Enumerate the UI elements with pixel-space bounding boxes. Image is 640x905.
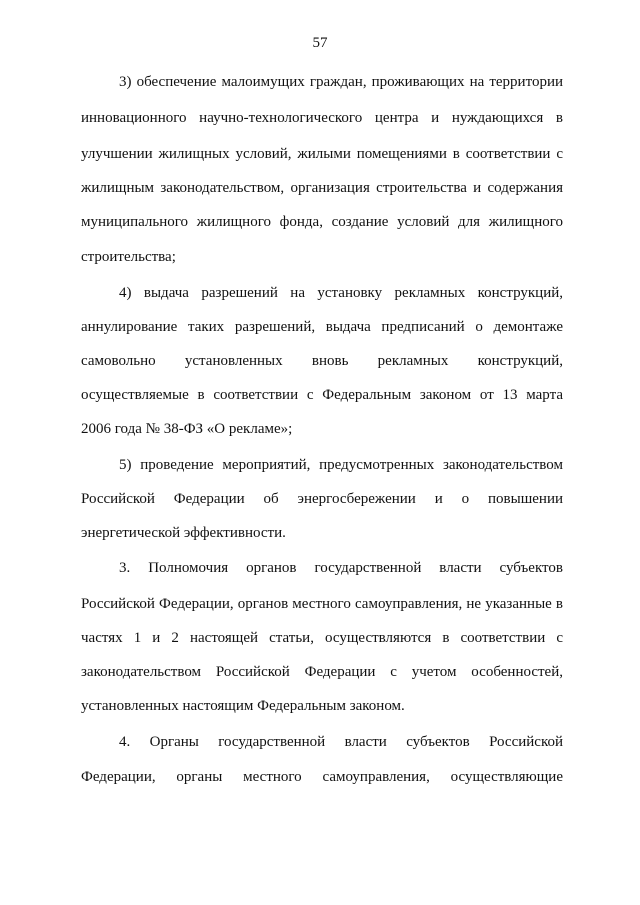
text-line: 3) обеспечение малоимущих граждан, проживающих на территории xyxy=(119,74,563,90)
text-line: 2006 года № 38-ФЗ «О рекламе»; xyxy=(81,421,293,437)
text-line: 3. Полномочия органов государственной власти субъектов xyxy=(119,560,563,576)
text-line: установленных настоящим Федеральным законом. xyxy=(81,698,405,714)
text-line: осуществляемые в соответствии с Федеральным законом от 13 марта xyxy=(81,387,563,403)
text-line: 4. Органы государственной власти субъектов Российской xyxy=(119,734,563,750)
text-line: строительства; xyxy=(81,249,176,265)
text-line: Российской Федерации об энергосбережении и о повышении xyxy=(81,491,563,507)
text-line: частях 1 и 2 настоящей статьи, осуществляются в соответствии с xyxy=(81,630,563,646)
text-line: энергетической эффективности. xyxy=(81,525,286,541)
text-line: 5) проведение мероприятий, предусмотренных законодательством xyxy=(119,457,563,473)
page-number: 57 xyxy=(312,35,328,51)
text-line: аннулирование таких разрешений, выдача предписаний о демонтаже xyxy=(81,319,563,335)
text-line: улучшении жилищных условий, жилыми помещениями в соответствии с xyxy=(81,146,563,162)
text-line: Федерации, органы местного самоуправления, осуществляющие xyxy=(81,769,563,785)
text-line: муниципального жилищного фонда, создание условий для жилищного xyxy=(81,214,563,230)
text-line: самовольно установленных вновь рекламных конструкций, xyxy=(81,353,563,369)
text-line: 4) выдача разрешений на установку рекламных конструкций, xyxy=(119,285,563,301)
text-line: жилищным законодательством, организация строительства и содержания xyxy=(81,180,563,196)
text-line: Российской Федерации, органов местного самоуправления, не указанные в xyxy=(81,596,563,612)
text-line: инновационного научно-технологического центра и нуждающихся в xyxy=(81,110,563,126)
text-line: законодательством Российской Федерации с учетом особенностей, xyxy=(81,664,563,680)
